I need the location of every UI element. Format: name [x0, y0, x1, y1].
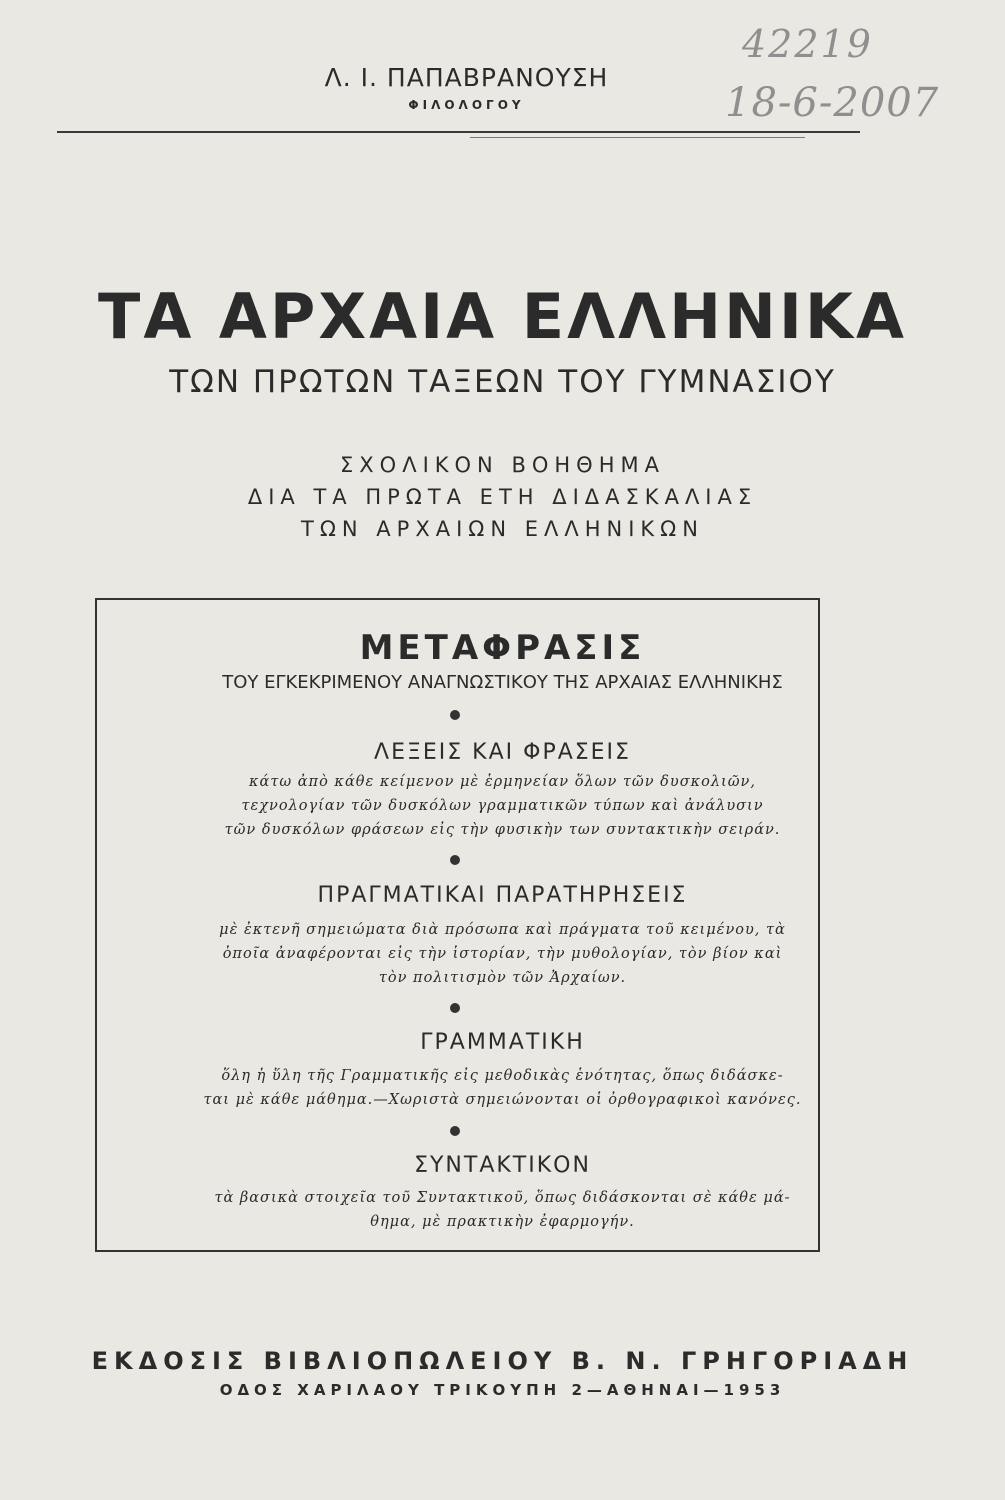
author-role: ΦΙΛΟΛΟΓΟΥ: [408, 98, 525, 112]
publisher: ΕΚΔΟΣΙΣ ΒΙΒΛΙΟΠΩΛΕΙΟΥ Β. Ν. ΓΡΗΓΟΡΙΑΔΗ: [91, 1347, 914, 1375]
box-heading: ΜΕΤΑΦΡΑΣΙΣ: [359, 628, 646, 668]
section-text-line: τῶν δυσκόλων φράσεων εἰς τὴν φυσικὴν των συντακτικὴν σειράν.: [224, 822, 781, 838]
section-text-line: τεχνολογίαν τῶν δυσκόλων γραμματικῶν τύπων καὶ ἀνάλυσιν: [241, 798, 764, 814]
section-text-line: θημα, μὲ πρακτικὴν ἐφαρμογήν.: [370, 1214, 635, 1230]
section-heading: ΛΕΞΕΙΣ ΚΑΙ ΦΡΑΣΕΙΣ: [374, 740, 631, 765]
blurb-line: ΤΩΝ ΑΡΧΑΙΩΝ ΕΛΛΗΝΙΚΩΝ: [301, 517, 704, 541]
section-text-line: μὲ ἐκτενῆ σημειώματα διὰ πρόσωπα καὶ πράγματα τοῦ κειμένου, τὰ: [219, 922, 786, 938]
section-heading: ΠΡΑΓΜΑΤΙΚΑΙ ΠΑΡΑΤΗΡΗΣΕΙΣ: [317, 883, 688, 908]
bullet-dot: [450, 710, 460, 720]
section-text-line: κάτω ἀπὸ κάθε κείμενον μὲ ἑρμηνείαν ὅλων τῶν δυσκολιῶν,: [249, 774, 756, 790]
bullet-dot: [450, 855, 460, 865]
section-heading: ΣΥΝΤΑΚΤΙΚΟΝ: [414, 1153, 591, 1178]
blurb-line: ΣΧΟΛΙΚΟΝ ΒΟΗΘΗΜΑ: [340, 453, 665, 477]
section-heading: ΓΡΑΜΜΑΤΙΚΗ: [420, 1030, 585, 1055]
book-title: ΤΑ ΑΡΧΑΙΑ ΕΛΛΗΝΙΚΑ: [98, 280, 907, 353]
bullet-dot: [450, 1126, 460, 1136]
section-text-line: ται μὲ κάθε μάθημα.—Χωριστὰ σημειώνονται οἱ ὀρθογραφικοὶ κανόνες.: [203, 1092, 802, 1108]
section-text-line: τὰ βασικὰ στοιχεῖα τοῦ Συντακτικοῦ, ὅπως διδάσκονται σὲ κάθε μά-: [214, 1190, 791, 1206]
header-rule: [57, 131, 860, 133]
blurb-line: ΔΙΑ ΤΑ ΠΡΩΤΑ ΕΤΗ ΔΙΔΑΣΚΑΛΙΑΣ: [247, 485, 758, 509]
publisher-address: ΟΔΟΣ ΧΑΡΙΛΑΟΥ ΤΡΙΚΟΥΠΗ 2—ΑΘΗΝΑΙ—1953: [219, 1381, 786, 1399]
section-text-line: ὁποῖα ἀναφέρονται εἰς τὴν ἱστορίαν, τὴν μυθολογίαν, τὸν βίον καὶ: [222, 946, 783, 962]
handwritten-catalog-number: 42219: [742, 22, 873, 66]
box-subheading: ΤΟΥ ΕΓΚΕΚΡΙΜΕΝΟΥ ΑΝΑΓΝΩΣΤΙΚΟΥ ΤΗΣ ΑΡΧΑΙΑΣ ΕΛΛΗΝΙΚΗΣ: [222, 672, 783, 693]
header-rule-secondary: [470, 137, 805, 138]
section-text-line: τὸν πολιτισμὸν τῶν Ἀρχαίων.: [378, 970, 627, 986]
section-text-line: ὅλη ἡ ὕλη τῆς Γραμματικῆς εἰς μεθοδικὰς ἑνότητας, ὅπως διδάσκε-: [221, 1068, 784, 1084]
book-subtitle: ΤΩΝ ΠΡΩΤΩΝ ΤΑΞΕΩΝ ΤΟΥ ΓΥΜΝΑΣΙΟΥ: [169, 364, 836, 400]
handwritten-date: 18-6-2007: [725, 80, 940, 126]
author-name: Λ. Ι. ΠΑΠΑΒΡΑΝΟΥΣΗ: [324, 63, 609, 92]
bullet-dot: [450, 1003, 460, 1013]
